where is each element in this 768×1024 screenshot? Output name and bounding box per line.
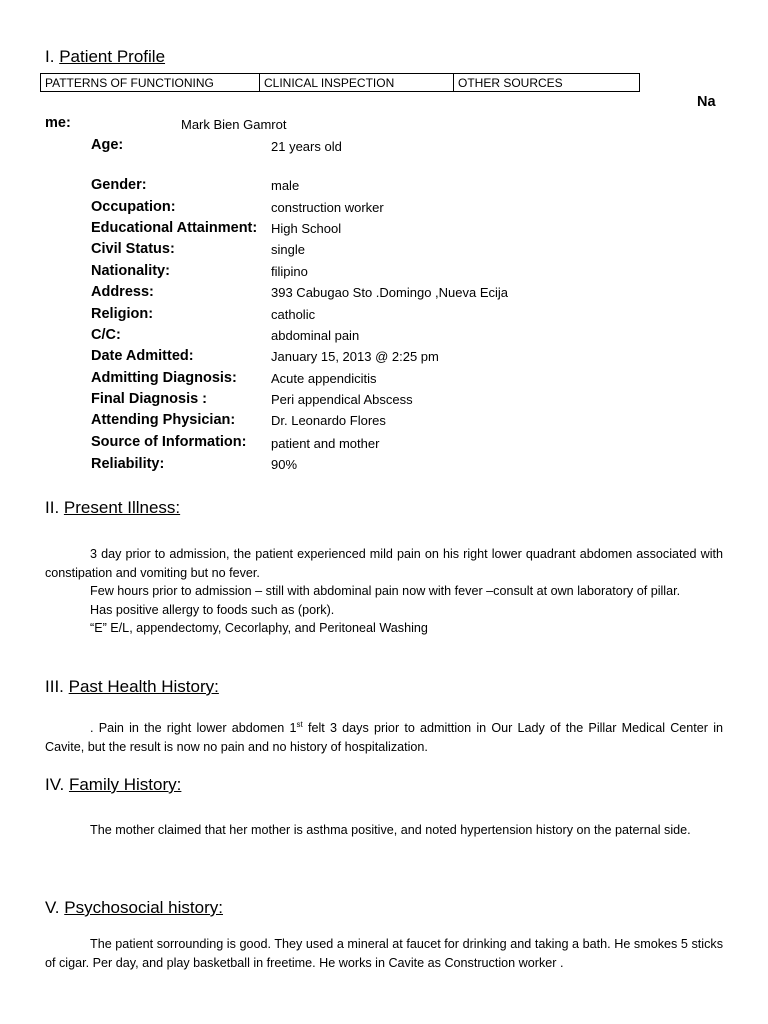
gender-value: male — [271, 178, 300, 193]
section-2-number: II. — [45, 498, 60, 517]
past-health-text — [45, 716, 723, 756]
section-1-title: Patient Profile — [59, 47, 166, 66]
present-illness-p3: Has positive allergy to foods such as (pork). — [90, 602, 335, 617]
present-illness-p4: “E” E/L, appendectomy, Cecorlaphy, and Peritoneal Washing — [90, 621, 428, 635]
section-3-title: Past Health History: — [68, 677, 219, 696]
gender-label: Gender: — [91, 177, 147, 193]
source-value: patient and mother — [271, 436, 380, 451]
past-health-after: felt 3 days prior to admittion in Our Lady of the Pillar Medical Center in Cavite, but the result is now no pain and no history of hospitalization. — [45, 721, 724, 754]
reliability-value: 90% — [271, 457, 298, 472]
name-label-part1: Na — [697, 94, 716, 110]
section-3-number: III. — [45, 677, 64, 696]
source-label: Source of Information: — [91, 434, 247, 450]
chief-complaint-label: C/C: — [91, 327, 121, 343]
section-1-number: I. — [45, 47, 55, 66]
date-admitted-value: January 15, 2013 @ 2:25 pm — [271, 349, 439, 364]
name-value: Mark Bien Gamrot — [181, 117, 287, 132]
header-clinical: CLINICAL INSPECTION — [260, 74, 454, 92]
section-2-heading — [45, 498, 180, 518]
past-health-before: . Pain in the right lower abdomen 1 — [90, 721, 297, 736]
present-illness-p2: Few hours prior to admission – still with abdominal pain now with fever –consult at own laboratory of pillar. — [90, 584, 681, 598]
physician-value: Dr. Leonardo Flores — [271, 413, 386, 428]
functioning-header-table — [40, 73, 640, 92]
section-4-number: IV. — [45, 775, 65, 794]
final-diagnosis-value: Peri appendical Abscess — [271, 392, 413, 407]
occupation-value: construction worker — [271, 200, 384, 215]
section-2-title: Present Illness: — [63, 498, 181, 517]
header-other: OTHER SOURCES — [454, 74, 640, 92]
section-4-heading — [45, 775, 181, 795]
religion-value: catholic — [271, 307, 316, 322]
education-value: High School — [271, 221, 342, 236]
date-admitted-label: Date Admitted: — [91, 348, 194, 364]
age-value: 21 years old — [271, 139, 342, 154]
occupation-label: Occupation: — [91, 199, 176, 215]
past-health-sup: st — [296, 720, 303, 729]
chief-complaint-value: abdominal pain — [271, 328, 360, 343]
present-illness-text — [45, 545, 723, 638]
final-diagnosis-label: Final Diagnosis : — [91, 391, 208, 407]
section-5-heading — [45, 898, 223, 918]
nationality-value: filipino — [271, 264, 308, 279]
family-history-text — [45, 821, 723, 840]
nationality-label: Nationality: — [91, 263, 170, 279]
address-label: Address: — [91, 284, 154, 300]
header-patterns: PATTERNS OF FUNCTIONING — [41, 74, 260, 92]
civil-status-value: single — [271, 242, 305, 257]
admitting-diagnosis-label: Admitting Diagnosis: — [91, 370, 237, 386]
reliability-label: Reliability: — [91, 456, 165, 472]
admitting-diagnosis-value: Acute appendicitis — [271, 371, 377, 386]
address-value: 393 Cabugao Sto .Domingo ,Nueva Ecija — [271, 285, 509, 300]
section-5-title: Psychosocial history: — [64, 898, 223, 917]
religion-label: Religion: — [91, 306, 154, 322]
present-illness-p1: 3 day prior to admission, the patient experienced mild pain on his right lower quadrant abdomen associated with constipation and vomiting but no fever. — [45, 547, 723, 580]
psychosocial-text — [45, 935, 723, 972]
section-1-heading — [45, 47, 165, 67]
physician-label: Attending Physician: — [91, 412, 236, 428]
education-label: Educational Attainment: — [91, 220, 258, 236]
section-3-heading — [45, 677, 219, 697]
section-5-number: V. — [45, 898, 60, 917]
age-label: Age: — [91, 137, 124, 153]
name-label-part2: me: — [45, 115, 71, 131]
family-history-p: The mother claimed that her mother is asthma positive, and noted hypertension history on the paternal side. — [90, 823, 691, 837]
civil-status-label: Civil Status: — [91, 241, 175, 257]
section-4-title: Family History: — [68, 775, 182, 794]
psychosocial-p: The patient sorrounding is good. They used a mineral at faucet for drinking and taking a bath. He smokes 5 sticks of cigar. Per day, and play basketball in freetime. He works in Cavite as Construction worker . — [45, 937, 723, 970]
